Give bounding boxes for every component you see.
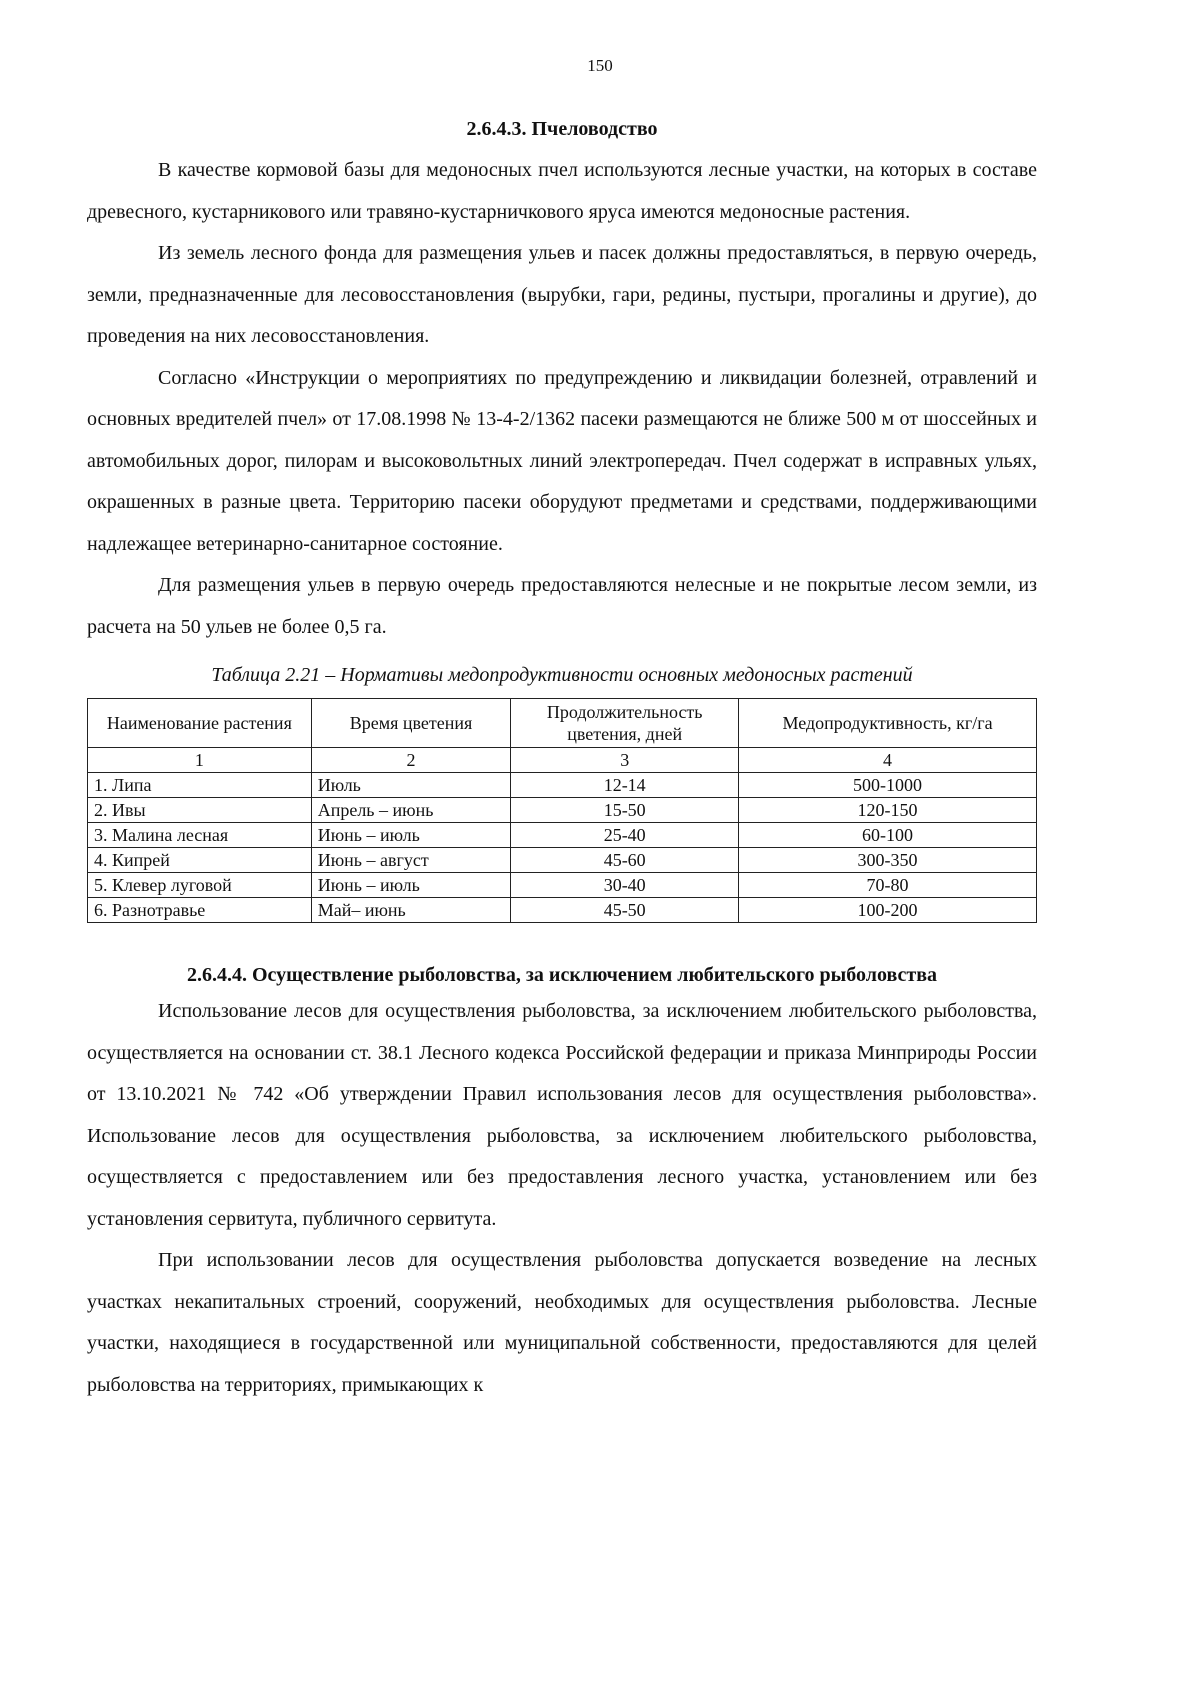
cell-duration: 30-40 [511, 873, 739, 898]
cell-time: Апрель – июнь [311, 798, 511, 823]
paragraph: Из земель лесного фонда для размещения ульев и пасек должны предоставляться, в первую очередь, земли, предназначенные для лесовосстановления (вырубки, гари, редины, пустыри, прогалины и другие), до проведения на них лесовосстановления. [87, 242, 1037, 347]
cell-time: Июнь – июль [311, 873, 511, 898]
page-number: 150 [587, 56, 613, 75]
cell-time: Июнь – август [311, 848, 511, 873]
cell-plant: 1. Липа [88, 773, 312, 798]
table-column-numbers-row [88, 748, 1037, 773]
table-header-row [88, 699, 1037, 748]
header-flowering-time: Время цветения [311, 699, 511, 748]
header-plant-name: Наименование растения [88, 699, 312, 748]
honey-productivity-table [87, 698, 1037, 923]
cell-plant: 6. Разнотравье [88, 898, 312, 923]
cell-productivity: 300-350 [739, 848, 1037, 873]
cell-productivity: 60-100 [739, 823, 1037, 848]
cell-time: Июль [311, 773, 511, 798]
cell-time: Май– июнь [311, 898, 511, 923]
page-content [87, 114, 1037, 1406]
cell-plant: 5. Клевер луговой [88, 873, 312, 898]
cell-plant: 2. Ивы [88, 798, 312, 823]
column-number: 4 [739, 748, 1037, 773]
table-row [88, 898, 1037, 923]
cell-duration: 45-50 [511, 898, 739, 923]
paragraph: В качестве кормовой базы для медоносных пчел используются лесные участки, на которых в составе древесного, кустарникового или травяно-кустарничкового яруса имеются медоносные растения. [87, 159, 1037, 223]
cell-productivity: 100-200 [739, 898, 1037, 923]
cell-duration: 45-60 [511, 848, 739, 873]
cell-productivity: 500-1000 [739, 773, 1037, 798]
table-row [88, 873, 1037, 898]
section-heading-fishing: 2.6.4.4. Осуществление рыболовства, за исключением любительского рыболовства [186, 964, 938, 986]
table-row [88, 773, 1037, 798]
table-row [88, 823, 1037, 848]
table-row [88, 848, 1037, 873]
table-caption: Таблица 2.21 – Нормативы медопродуктивности основных медоносных растений [211, 664, 913, 686]
table-row [88, 798, 1037, 823]
cell-duration: 15-50 [511, 798, 739, 823]
paragraph: Для размещения ульев в первую очередь предоставляются нелесные и не покрытые лесом земли, из расчета на 50 ульев не более 0,5 га. [87, 574, 1037, 638]
paragraph: Использование лесов для осуществления рыболовства, за исключением любительского рыболовства, осуществляется на основании ст. 38.1 Лесного кодекса Российской федерации и приказа Минприроды России от 13.10.2021 № 742 «Об утверждении Правил использования лесов для осуществления рыболовства». Использование лесов для осуществления рыболовства, за исключением любительского рыболовства, осуществляется с предоставлением или без предоставления лесного участка, установлением или без установления сервитута, публичного сервитута. [87, 1000, 1037, 1230]
cell-duration: 25-40 [511, 823, 739, 848]
cell-time: Июнь – июль [311, 823, 511, 848]
header-flowering-duration: Продолжительность цветения, дней [511, 699, 739, 748]
cell-plant: 3. Малина лесная [88, 823, 312, 848]
column-number: 1 [88, 748, 312, 773]
cell-plant: 4. Кипрей [88, 848, 312, 873]
column-number: 2 [311, 748, 511, 773]
column-number: 3 [511, 748, 739, 773]
header-honey-productivity: Медопродуктивность, кг/га [739, 699, 1037, 748]
cell-productivity: 120-150 [739, 798, 1037, 823]
paragraph: При использовании лесов для осуществления рыболовства допускается возведение на лесных участках некапитальных строений, сооружений, необходимых для осуществления рыболовства. Лесные участки, находящиеся в государственной или муниципальной собственности, предоставляются для целей рыболовства на территориях, примыкающих к [87, 1249, 1037, 1396]
paragraph: Согласно «Инструкции о мероприятиях по предупреждению и ликвидации болезней, отравлений и основных вредителей пчел» от 17.08.1998 № 13-4-2/1362 пасеки размещаются не ближе 500 м от шоссейных и автомобильных дорог, пилорам и высоковольтных линий электропередач. Пчел содержат в исправных ульях, окрашенных в разные цвета. Территорию пасеки оборудуют предметами и средствами, поддерживающими надлежащее ветеринарно-санитарное состояние. [87, 366, 1037, 555]
cell-duration: 12-14 [511, 773, 739, 798]
section-heading-beekeeping: 2.6.4.3. Пчеловодство [466, 118, 658, 140]
cell-productivity: 70-80 [739, 873, 1037, 898]
